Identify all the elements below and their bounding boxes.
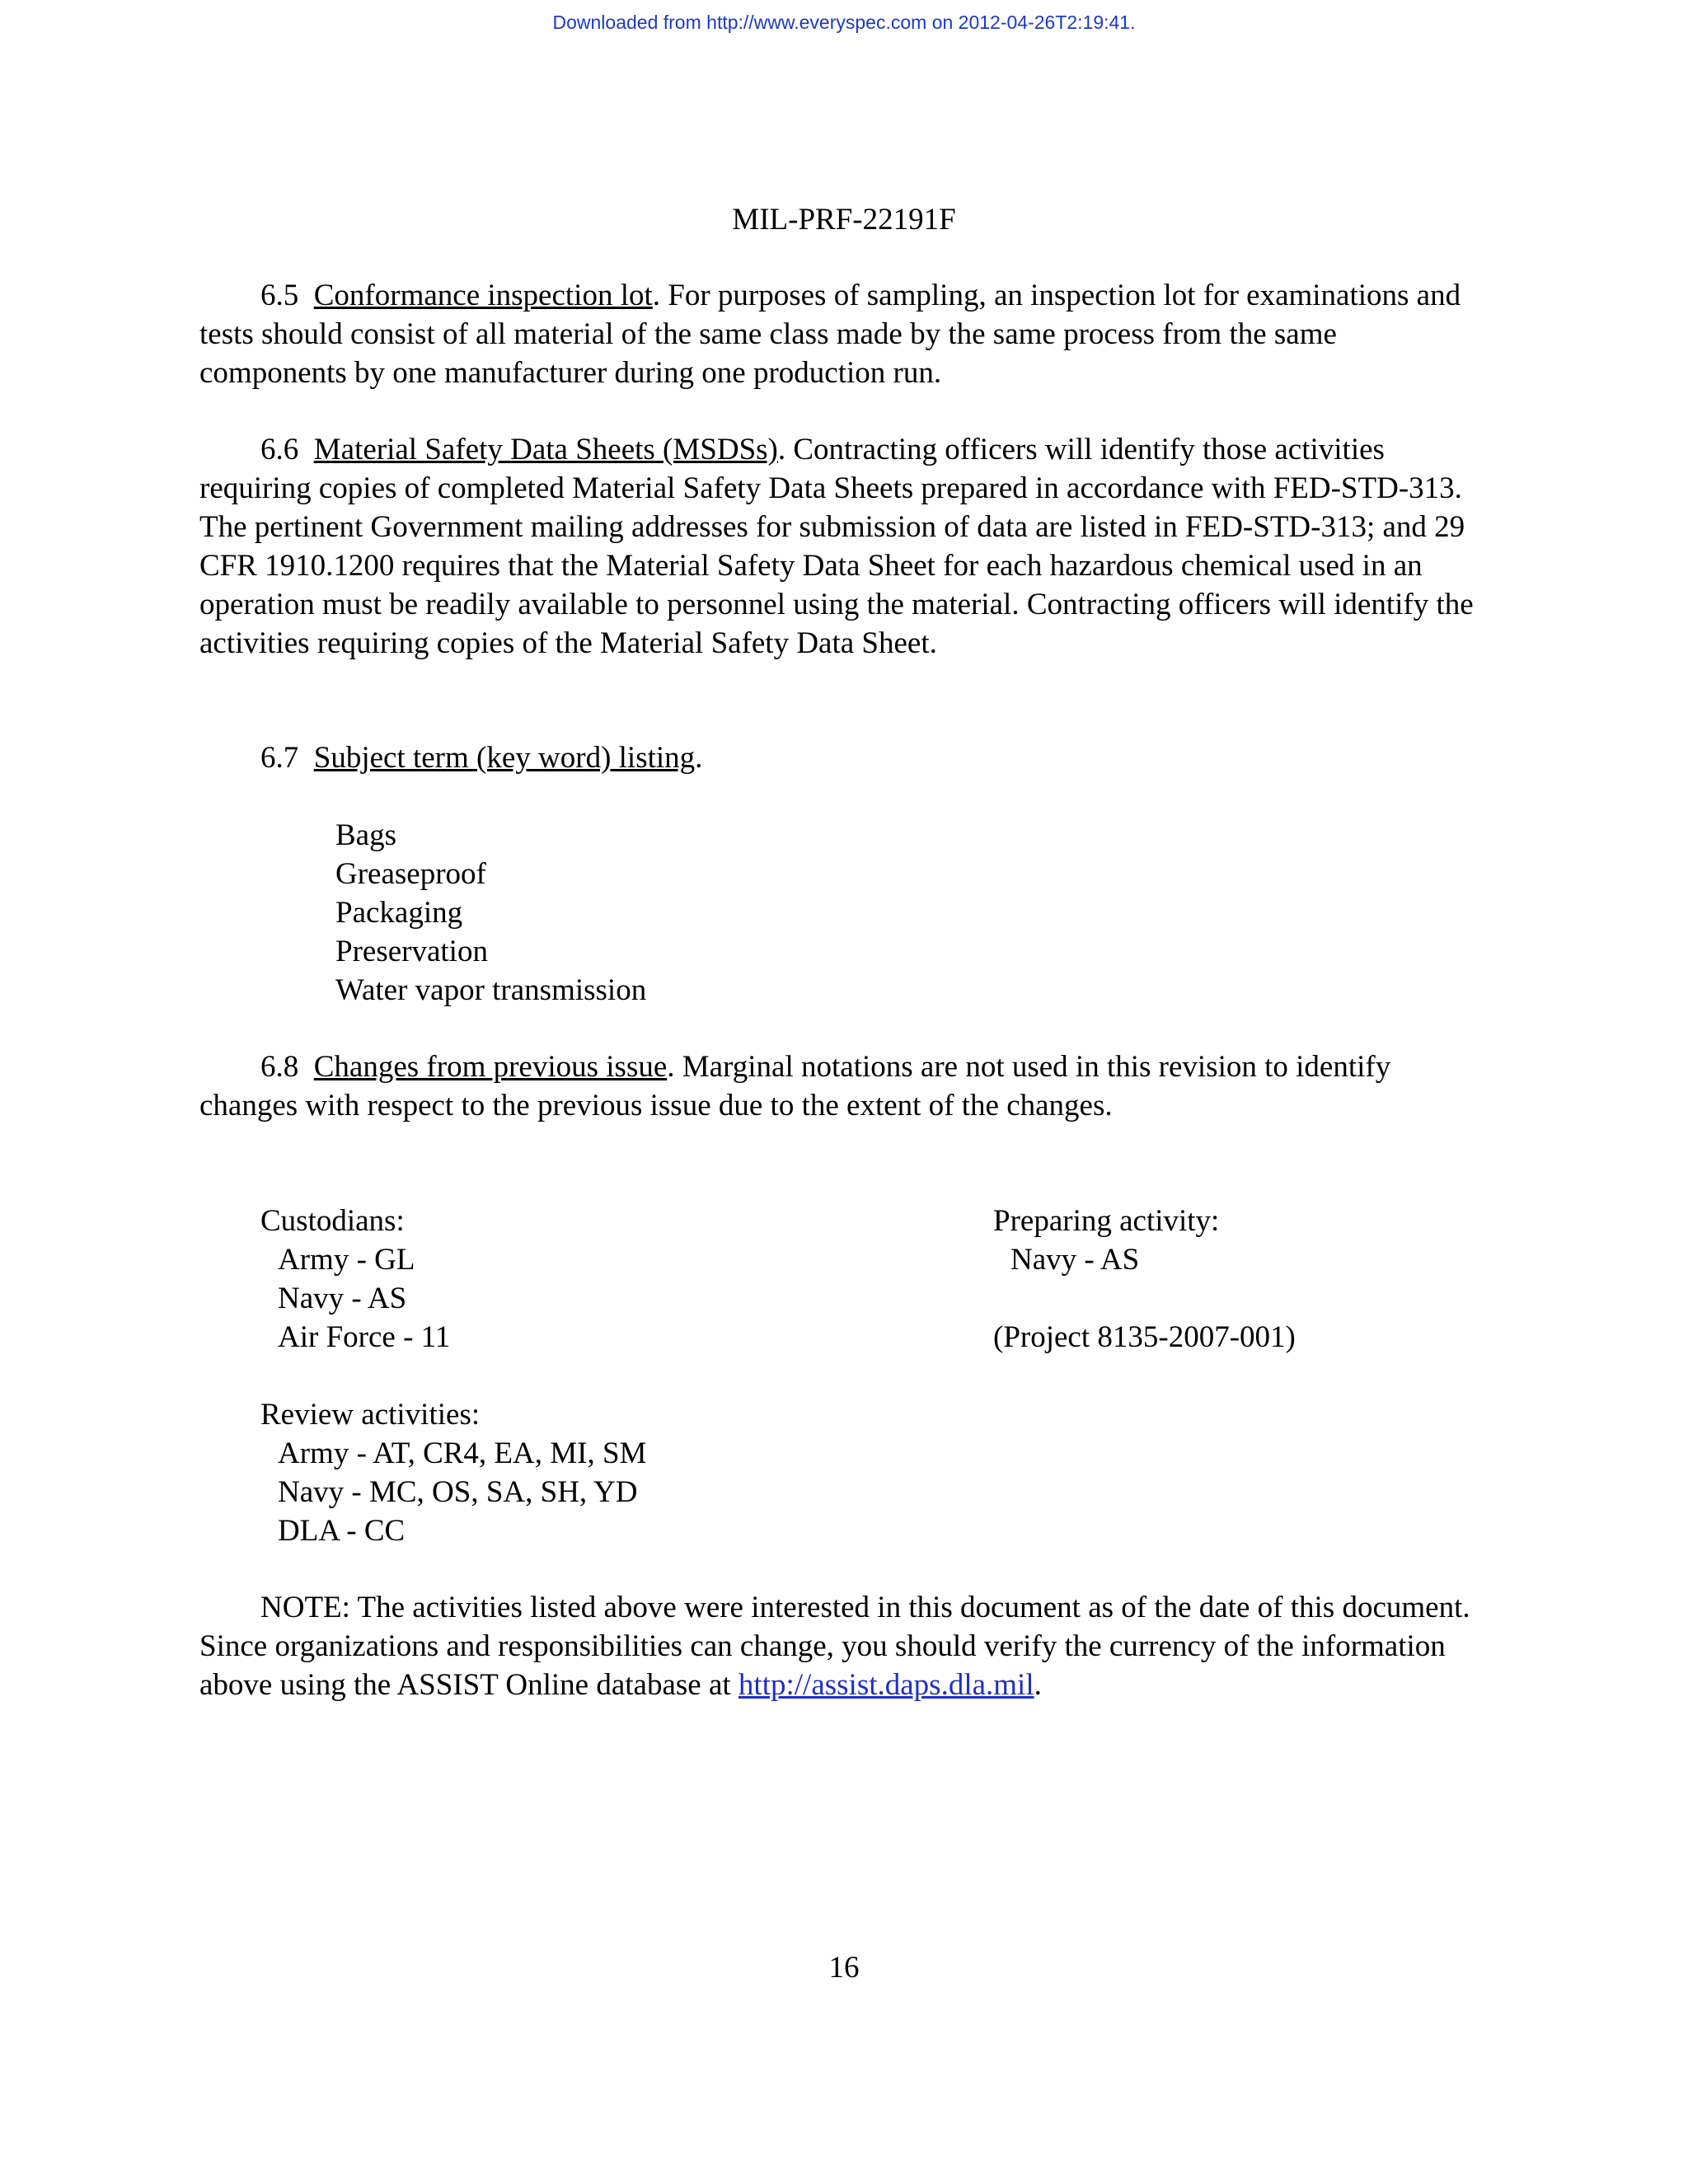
download-banner[interactable]: Downloaded from http://www.everyspec.com on 2012-04-26T2:19:41. xyxy=(552,12,1136,33)
project-number: (Project 8135-2007-001) xyxy=(993,1320,1296,1354)
assist-link[interactable]: http://assist.daps.dla.mil xyxy=(738,1668,1034,1702)
keyword-item: Bags xyxy=(335,818,396,852)
note-block xyxy=(199,1588,1485,1704)
keyword-item: Packaging xyxy=(335,896,463,930)
section-number: 6.8 xyxy=(260,1050,299,1084)
section-text: . Marginal notations are not used in this revision to identify changes with respect to the previous issue due to the extent of the changes. xyxy=(199,1050,1391,1122)
section-6-6-paragraph xyxy=(199,430,1485,663)
section-number: 6.5 xyxy=(260,279,299,312)
preparing-activity-block xyxy=(993,1202,1296,1357)
review-activity-item: DLA - CC xyxy=(278,1514,406,1548)
review-activities-label: Review activities: xyxy=(260,1398,481,1432)
keyword-item: Water vapor transmission xyxy=(335,973,647,1007)
section-6-8 xyxy=(199,1047,1485,1125)
section-text: . xyxy=(695,741,703,775)
review-activity-item: Navy - MC, OS, SA, SH, YD xyxy=(278,1475,638,1509)
note-paragraph xyxy=(199,1588,1485,1704)
section-text: . For purposes of sampling, an inspection lot for examinations and tests should consist of all material of the same class made by the same process from the same components by one manufacturer during one production run. xyxy=(199,279,1461,390)
section-heading: Material Safety Data Sheets (MSDSs) xyxy=(313,433,778,466)
preparing-activity-value: Navy - AS xyxy=(1010,1243,1140,1277)
keyword-list xyxy=(335,816,646,1010)
section-heading: Conformance inspection lot xyxy=(313,279,653,312)
section-heading: Changes from previous issue xyxy=(313,1050,668,1084)
section-6-7 xyxy=(199,738,1485,777)
section-text: . Contracting officers will identify those activities requiring copies of completed Material Safety Data Sheets prepared in accordance with FED-STD-313. The pertinent Government mailing addresses for submission of data are listed in FED-STD-313; and 29 CFR 1910.1200 requires that the Material Safety Data Sheet for each hazardous chemical used in an operation must be readily available to personnel using the material. Contracting officers will identify the activities requiring copies of the Material Safety Data Sheet. xyxy=(199,433,1474,660)
review-activities-block xyxy=(260,1395,646,1550)
section-heading: Subject term (key word) listing xyxy=(313,741,696,775)
note-end: . xyxy=(1034,1668,1042,1702)
custodian-item: Navy - AS xyxy=(278,1282,407,1315)
section-number: 6.7 xyxy=(260,741,299,775)
preparing-activity-label: Preparing activity: xyxy=(993,1204,1220,1238)
keyword-item: Preservation xyxy=(335,935,488,968)
custodians-label: Custodians: xyxy=(260,1204,405,1238)
section-6-6 xyxy=(199,430,1485,663)
section-6-5-paragraph xyxy=(199,276,1485,392)
document-id: MIL-PRF-22191F xyxy=(732,203,956,237)
custodian-item: Air Force - 11 xyxy=(278,1320,451,1354)
section-6-5 xyxy=(199,276,1485,392)
section-6-8-paragraph xyxy=(199,1047,1485,1125)
page-number: 16 xyxy=(828,1951,860,1985)
section-number: 6.6 xyxy=(260,433,299,466)
section-6-7-paragraph xyxy=(199,738,1485,777)
review-activity-item: Army - AT, CR4, EA, MI, SM xyxy=(278,1436,647,1470)
custodians-block xyxy=(260,1202,450,1357)
keyword-item: Greaseproof xyxy=(335,857,486,891)
custodian-item: Army - GL xyxy=(278,1243,415,1277)
note-text: NOTE: The activities listed above were interested in this document as of the date of this document. Since organizations and responsibilities can change, you should verify the currency of the information above using the ASSIST Online database at xyxy=(199,1591,1470,1702)
